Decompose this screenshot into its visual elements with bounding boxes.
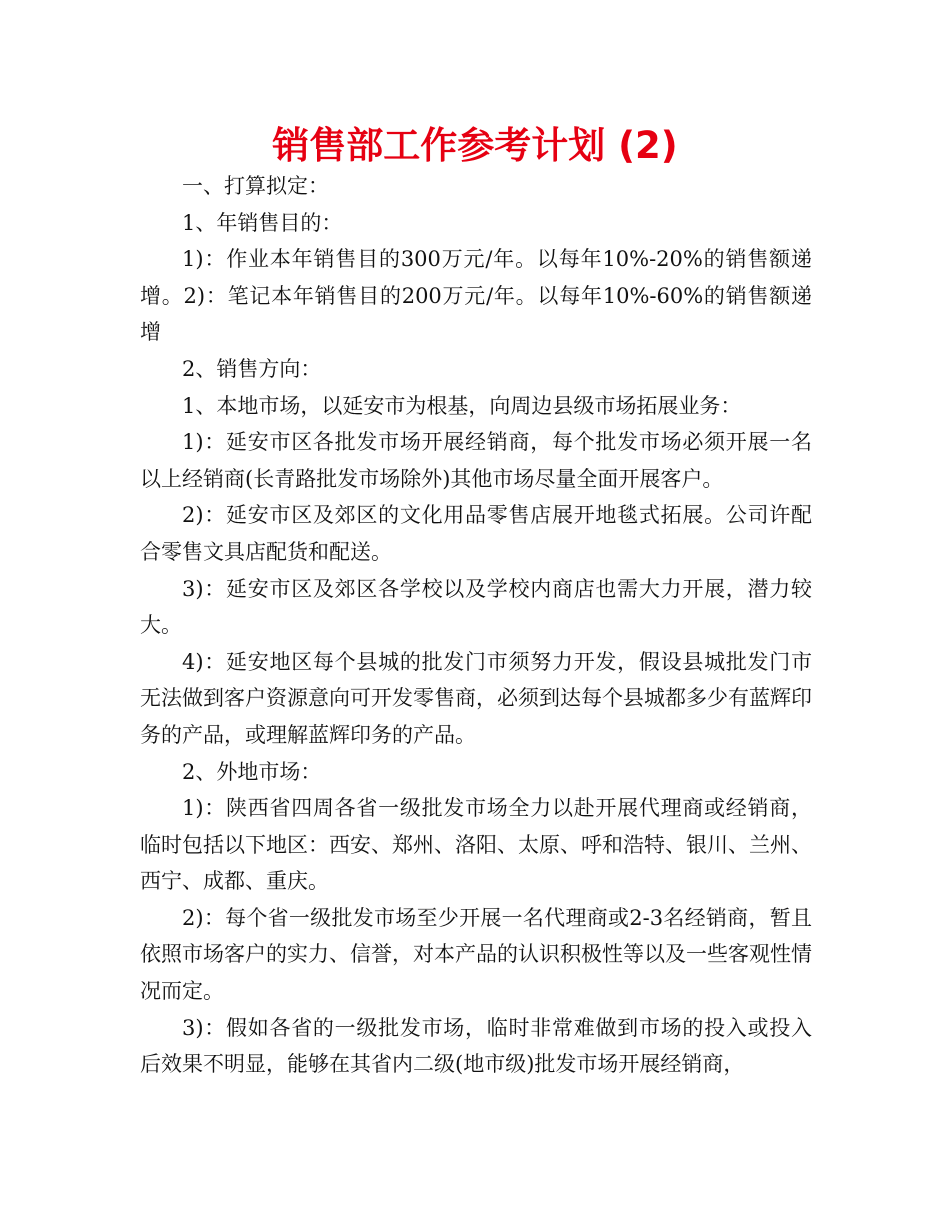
paragraph-local-market-item-2: 2)：延安市区及郊区的文化用品零售店展开地毯式拓展。公司许配合零售文具店配货和配送。 bbox=[140, 503, 812, 564]
paragraph-external-market-heading: 2、外地市场： bbox=[182, 759, 322, 784]
paragraph-plan-heading: 一、打算拟定： bbox=[182, 174, 329, 198]
paragraph-local-market-item-1: 1)：延安市区各批发市场开展经销商，每个批发市场必须开展一名以上经销商(长青路批发市场除外)其他市场尽量全面开展客户。 bbox=[140, 430, 812, 491]
paragraph-local-market-item-4: 4)：延安地区每个县城的批发门市须努力开发，假设县城批发门市无法做到客户资源意向可开发零售商，必须到达每个县城都多少有蓝辉印务的产品，或理解蓝辉印务的产品。 bbox=[140, 649, 812, 747]
paragraph-external-market-item-3: 3)：假如各省的一级批发市场，临时非常难做到市场的投入或投入后效果不明显，能够在其省内二级(地市级)批发市场开展经销商， bbox=[140, 1015, 812, 1077]
paragraph-local-market-item-3: 3)：延安市区及郊区各学校以及学校内商店也需大力开展，潜力较大。 bbox=[140, 576, 812, 638]
paragraph-external-market-item-1: 1)：陕西省四周各省一级批发市场全力以赴开展代理商或经销商，临时包括以下地区：西安、郑州、洛阳、太原、呼和浩特、银川、兰州、西宁、成都、重庆。 bbox=[140, 796, 812, 894]
document-title: 销售部工作参考计划 (2) bbox=[272, 124, 678, 167]
paragraph-sales-target-heading: 1、年销售目的： bbox=[182, 210, 343, 235]
document-body bbox=[140, 168, 812, 1083]
paragraph-sales-target-detail: 1)：作业本年销售目的300万元/年。以每年10%-20%的销售额递增。2)：笔记本年销售目的200万元/年。以每年10%-60%的销售额递增 bbox=[140, 247, 812, 345]
paragraph-external-market-item-2: 2)：每个省一级批发市场至少开展一名代理商或2-3名经销商，暂且依照市场客户的实力、信誉，对本产品的认识积极性等以及一些客观性情况而定。 bbox=[140, 905, 812, 1004]
paragraph-local-market-heading: 1、本地市场，以延安市为根基，向周边县级市场拓展业务： bbox=[182, 393, 742, 418]
paragraph-sales-direction-heading: 2、销售方向： bbox=[182, 356, 322, 381]
